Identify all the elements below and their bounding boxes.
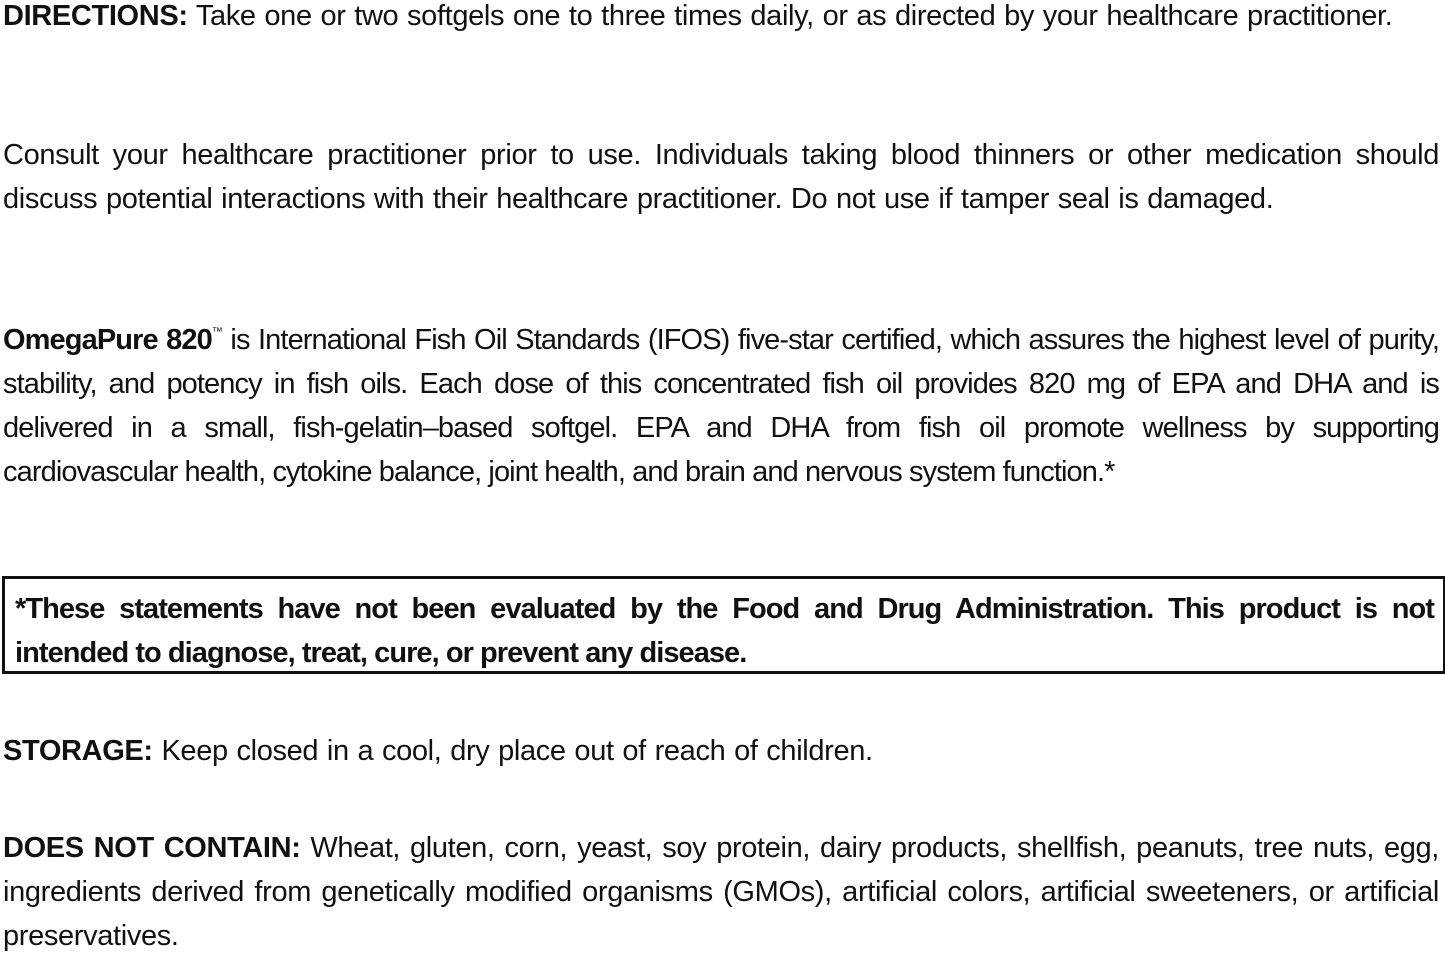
storage-paragraph [3, 729, 1439, 773]
directions-paragraph [3, 0, 1439, 38]
consult-section [3, 133, 1439, 221]
storage-section [3, 729, 1439, 773]
product-description-text: is International Fish Oil Standards (IFOS) five-star certified, which assures the highest level of purity, stability, and potency in fish oils. Each dose of this concentrated fish oil provides 820 mg of EPA and DHA and is delivered in a small, fish-gelatin–based softgel. EPA and DHA from fish oil promote wellness by supporting cardiovascular health, cytokine balance, joint health, and brain and nervous system function.* [3, 324, 1439, 488]
directions-text: Take one or two softgels one to three times daily, or as directed by your healthcare practitioner. [187, 0, 1393, 32]
fda-disclaimer-text: *These statements have not been evaluated by the Food and Drug Administration. This product is not intended to diagnose, treat, cure, or prevent any disease. [15, 593, 1434, 669]
directions-label: DIRECTIONS: [3, 0, 188, 32]
storage-text: Keep closed in a cool, dry place out of reach of children. [152, 735, 873, 767]
does-not-contain-text: Wheat, gluten, corn, yeast, soy protein, dairy products, shellfish, peanuts, tree nuts, egg, ingredients derived from genetically modified organisms (GMOs), artificial colors, artificial sweeteners, or artificial preservatives. [3, 832, 1439, 952]
directions-section [3, 0, 1439, 38]
consult-paragraph: Consult your healthcare practitioner prior to use. Individuals taking blood thinners or other medication should discuss potential interactions with their healthcare practitioner. Do not use if tamper seal is damaged. [3, 139, 1439, 215]
product-description-section [3, 318, 1439, 494]
fda-disclaimer-box [2, 576, 1445, 674]
product-brand-name: OmegaPure 820 [3, 324, 212, 356]
does-not-contain-section [3, 826, 1439, 958]
storage-label: STORAGE: [3, 735, 153, 767]
product-description-paragraph [3, 318, 1439, 494]
trademark-symbol: ™ [211, 326, 222, 338]
does-not-contain-paragraph [3, 826, 1439, 958]
does-not-contain-label: DOES NOT CONTAIN: [3, 832, 301, 864]
